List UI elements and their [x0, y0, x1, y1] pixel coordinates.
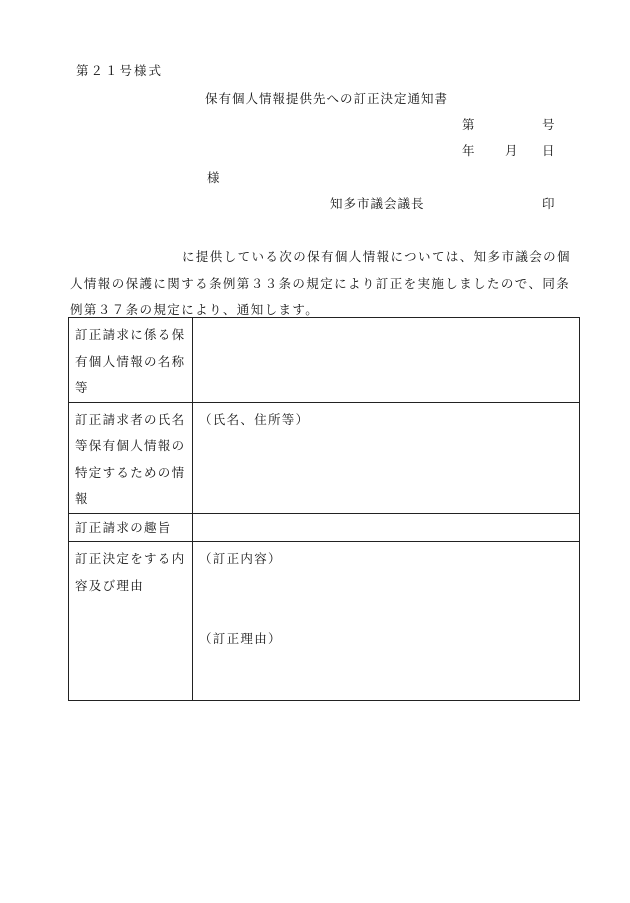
addressee-suffix: 様: [207, 170, 220, 185]
correction-content-label: （訂正内容）: [199, 551, 282, 566]
row-value: [193, 542, 580, 701]
table-row: [69, 513, 580, 542]
intro-paragraph: に提供している次の保有個人情報については、知多市議会の個人情報の保護に関する条例第３３条の規定により訂正を実施しましたので、同条例第３７条の規定により、通知します。: [70, 249, 571, 317]
date-year-label: 年: [462, 143, 475, 158]
notice-table: [68, 317, 580, 701]
date-month-label: 月: [505, 143, 518, 158]
date-day-label: 日: [542, 143, 555, 158]
correction-reason-label: （訂正理由）: [199, 630, 282, 646]
table-row: [69, 542, 580, 701]
document-number-prefix: 第: [462, 117, 475, 132]
form-number: 第２１号様式: [76, 63, 164, 78]
row-label: 訂正請求に係る保有個人情報の名称等: [69, 318, 193, 403]
seal-mark: 印: [542, 196, 555, 211]
table-row: [69, 318, 580, 403]
document-number-suffix: 号: [542, 117, 555, 132]
row-value: （氏名、住所等）: [193, 402, 580, 513]
row-value: [193, 318, 580, 403]
sender-name: 知多市議会議長: [330, 196, 425, 211]
document-title: 保有個人情報提供先への訂正決定通知書: [205, 91, 449, 106]
row-label: 訂正請求者の氏名等保有個人情報の特定するための情報: [69, 402, 193, 513]
row-label: 訂正決定をする内容及び理由: [69, 542, 193, 701]
table-row: [69, 402, 580, 513]
row-label: 訂正請求の趣旨: [69, 513, 193, 542]
row-value: [193, 513, 580, 542]
